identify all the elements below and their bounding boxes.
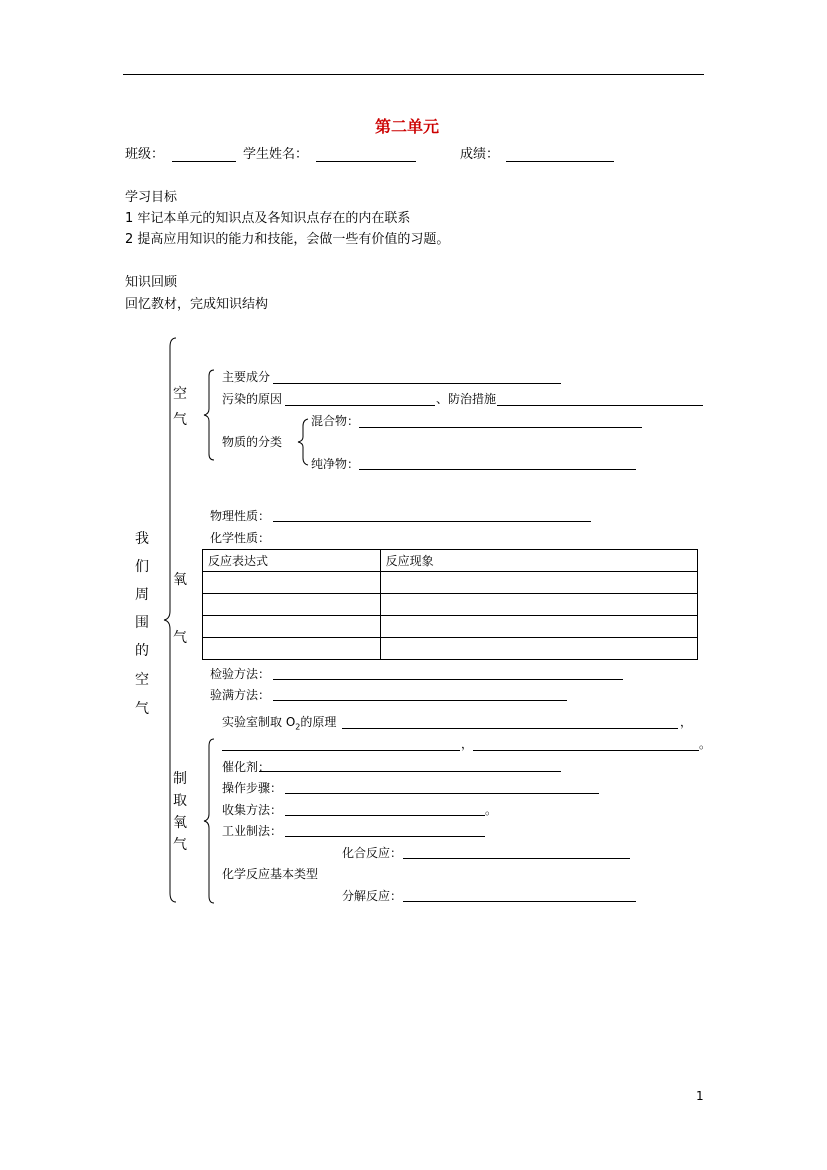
prep-label-char: 氧 xyxy=(173,815,187,831)
principle-period: 。 xyxy=(699,737,712,751)
catalyst-blank[interactable] xyxy=(259,771,561,772)
table-cell[interactable] xyxy=(380,638,697,660)
pollution-cause-label: 污染的原因 xyxy=(222,392,283,406)
principle-comma-2: ， xyxy=(461,737,474,751)
table-row xyxy=(203,594,698,616)
prevention-blank[interactable] xyxy=(497,405,703,406)
name-blank[interactable] xyxy=(316,161,416,162)
chemical-property-label: 化学性质： xyxy=(210,531,271,545)
pure-blank[interactable] xyxy=(359,469,636,470)
table-header-cell: 反应现象 xyxy=(380,550,697,572)
pollution-cause-blank[interactable] xyxy=(285,405,435,406)
score-blank[interactable] xyxy=(506,161,614,162)
principle-comma: ， xyxy=(680,715,693,729)
goals-heading: 学习目标 xyxy=(125,190,178,205)
root-label-char: 气 xyxy=(135,701,149,717)
root-label-char: 的 xyxy=(135,643,149,659)
review-instruction: 回忆教材，完成知识结构 xyxy=(125,297,269,312)
test-method-label: 检验方法： xyxy=(210,667,271,681)
table-row xyxy=(203,616,698,638)
test-method-blank[interactable] xyxy=(273,679,623,680)
root-label-char: 我 xyxy=(135,531,149,547)
reaction-types-label: 化学反应基本类型 xyxy=(222,867,319,881)
main-component-blank[interactable] xyxy=(273,383,561,384)
principle-subscript: 2 xyxy=(295,722,301,732)
pure-label: 纯净物： xyxy=(311,457,360,471)
catalyst-label: 催化剂： xyxy=(222,760,271,774)
table-cell[interactable] xyxy=(203,638,381,660)
table-cell[interactable] xyxy=(203,572,381,594)
decomposition-blank[interactable] xyxy=(403,901,636,902)
prep-brace xyxy=(202,738,216,904)
table-cell[interactable] xyxy=(380,572,697,594)
collect-label: 收集方法： xyxy=(222,803,283,817)
physical-property-label: 物理性质： xyxy=(210,509,271,523)
table-row xyxy=(203,550,698,572)
industrial-label: 工业制法： xyxy=(222,824,283,838)
root-label-char: 空 xyxy=(135,672,149,688)
goal-item: 1 牢记本单元的知识点及各知识点存在的内在联系 xyxy=(125,211,411,226)
prep-label-char: 气 xyxy=(173,837,187,853)
air-brace xyxy=(202,369,216,461)
class-blank[interactable] xyxy=(172,161,236,162)
table-cell[interactable] xyxy=(380,616,697,638)
table-cell[interactable] xyxy=(203,594,381,616)
principle-text-pre: 实验室制取 O xyxy=(222,715,296,729)
prep-label-char: 取 xyxy=(173,793,187,809)
collect-end: 。 xyxy=(485,803,498,817)
review-heading: 知识回顾 xyxy=(125,275,178,290)
name-label: 学生姓名： xyxy=(243,147,309,162)
mixture-label: 混合物： xyxy=(311,414,360,428)
classification-label: 物质的分类 xyxy=(222,435,283,449)
classification-brace xyxy=(296,418,310,466)
full-method-blank[interactable] xyxy=(273,700,567,701)
physical-property-blank[interactable] xyxy=(273,521,591,522)
goal-item: 2 提高应用知识的能力和技能，会做一些有价值的习题。 xyxy=(125,232,450,247)
page-number: 1 xyxy=(696,1089,704,1103)
principle-label xyxy=(222,715,336,734)
root-label-char: 周 xyxy=(135,587,149,603)
table-cell[interactable] xyxy=(203,616,381,638)
oxygen-label-char: 氧 xyxy=(173,572,187,588)
class-label: 班级： xyxy=(125,147,165,162)
prep-label-char: 制 xyxy=(173,771,187,787)
industrial-blank[interactable] xyxy=(285,836,485,837)
steps-label: 操作步骤： xyxy=(222,781,283,795)
air-label-char: 气 xyxy=(173,412,187,428)
reaction-table xyxy=(202,549,698,660)
principle-blank[interactable] xyxy=(342,728,678,729)
top-rule xyxy=(123,74,704,75)
principle-text-post: 的原理 xyxy=(300,715,337,729)
oxygen-label-char: 气 xyxy=(173,630,187,646)
combination-blank[interactable] xyxy=(403,858,630,859)
table-header-cell: 反应表达式 xyxy=(203,550,381,572)
table-row xyxy=(203,572,698,594)
air-label-char: 空 xyxy=(173,386,187,402)
collect-blank[interactable] xyxy=(285,815,485,816)
prevention-label: 、防治措施 xyxy=(436,392,497,406)
root-label-char: 围 xyxy=(135,615,149,631)
score-label: 成绩： xyxy=(460,147,500,162)
combination-label: 化合反应： xyxy=(342,846,403,860)
main-component-label: 主要成分 xyxy=(222,370,271,384)
table-row xyxy=(203,638,698,660)
steps-blank[interactable] xyxy=(285,793,599,794)
page-title: 第二单元 xyxy=(375,117,440,136)
root-label-char: 们 xyxy=(135,559,149,575)
principle-blank-3[interactable] xyxy=(473,750,699,751)
decomposition-label: 分解反应： xyxy=(342,889,403,903)
table-cell[interactable] xyxy=(380,594,697,616)
full-method-label: 验满方法： xyxy=(210,688,271,702)
mixture-blank[interactable] xyxy=(359,427,642,428)
principle-blank-2[interactable] xyxy=(222,750,460,751)
